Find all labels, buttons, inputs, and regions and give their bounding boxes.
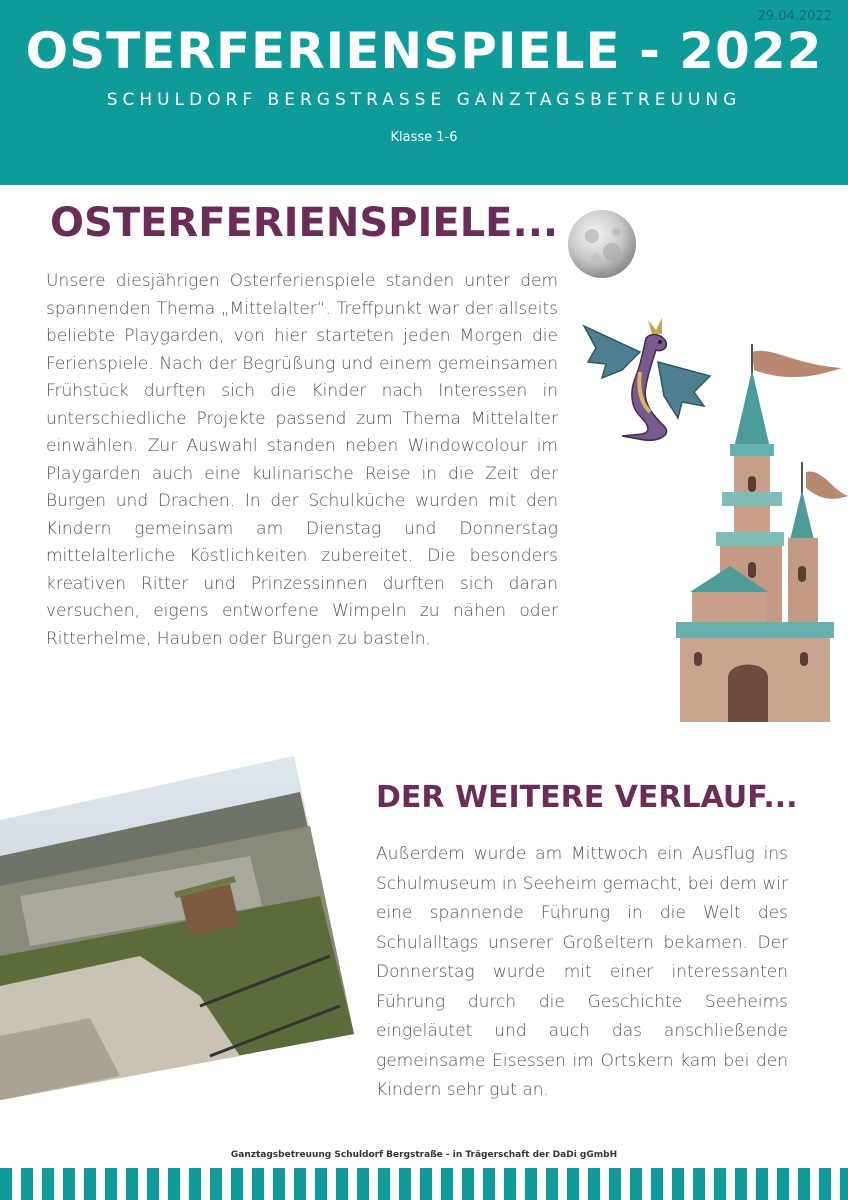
header-banner: [0, 0, 848, 185]
moon-illustration: [566, 208, 638, 280]
page-title: OSTERFERIENSPIELE - 2022: [25, 22, 823, 80]
footer-stripes: [0, 1168, 848, 1200]
section2-text: Außerdem wurde am Mittwoch ein Ausflug ins Schulmuseum in Seeheim gemacht, bei dem wir eine spannende Führung in die Welt des Schulalltags unserer Großeltern bekamen. Der Donnerstag wurde mit einer interessanten Führung durch die Geschichte Seeheims eingeläutet und auch das anschließende gemeinsame Eisessen im Ortskern kam bei den Kindern sehr gut an.: [376, 844, 788, 1100]
class-note: Klasse 1-6: [390, 130, 458, 145]
section1-heading: OSTERFERIENSPIELE...: [50, 200, 559, 246]
page-subtitle: SCHULDORF BERGSTRASSE GANZTAGSBETREUUNG: [106, 90, 742, 110]
section2-heading: DER WEITERE VERLAUF...: [376, 780, 798, 815]
date-label: 29.04.2022: [757, 9, 832, 24]
section1-text: Unsere diesjährigen Osterferienspiele standen unter dem spannenden Thema „Mittelalter“. Treffpunkt war der allseits beliebte Playgarden, von hier starteten jeden Morgen die Ferienspiele. Nach der Begrüßung und einem gemeinsamen Frühstück durften sich die Kinder nach Interessen in unterschiedliche Projekte passend zum Thema Mittelalter einwählen. Zur Auswahl standen neben Windowcolour im Playgarden auch eine kulinarische Reise in die Zeit der Burgen und Drachen. In der Schulküche wurden mit den Kindern gemeinsam am Dienstag und Donnerstag mittelalterliche Köstlichkeiten zubereitet. Die besonders kreativen Ritter und Prinzessinnen durften sich daran versuchen, eigens entworfene Wimpeln zu nähen oder Ritterhelme, Hauben oder Burgen zu basteln.: [46, 271, 558, 649]
castle-illustration: [672, 340, 848, 726]
landscape-photo: [0, 756, 354, 1100]
footer-text: Ganztagsbetreuung Schuldorf Bergstraße - in Trägerschaft der DaDi gGmbH: [230, 1150, 618, 1160]
